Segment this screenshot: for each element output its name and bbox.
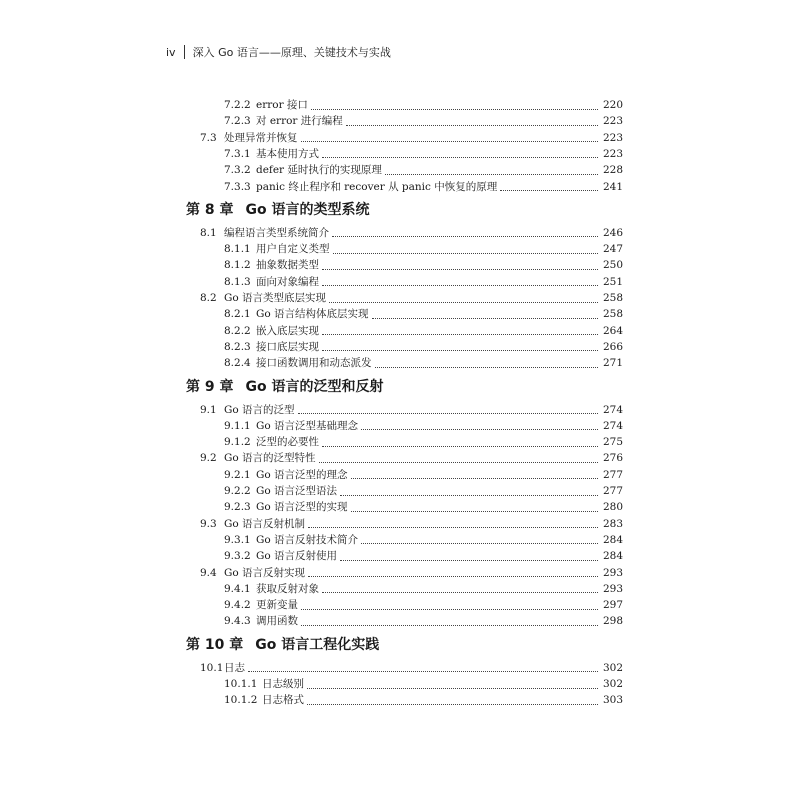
toc-subsection-entry[interactable]	[224, 339, 623, 355]
chapter-heading	[186, 635, 379, 655]
dot-leader	[298, 413, 598, 414]
entry-page-number: 241	[602, 180, 623, 193]
toc-section-entry[interactable]	[200, 290, 623, 306]
toc-subsection-entry[interactable]	[224, 581, 623, 597]
dot-leader	[372, 318, 598, 319]
header-book-title: 深入 Go 语言——原理、关键技术与实战	[192, 46, 391, 59]
entry-number: 8.2.1	[224, 308, 251, 321]
chapter-title: Go 语言的泛型和反射	[245, 378, 384, 395]
entry-page-number: 275	[602, 436, 623, 449]
dot-leader	[385, 174, 598, 175]
entry-number: 8.2.3	[224, 340, 251, 353]
dot-leader	[301, 141, 599, 142]
entry-number: 9.4.1	[224, 582, 251, 595]
dot-leader	[322, 269, 598, 270]
entry-title: 基本使用方式	[256, 147, 319, 160]
toc-subsection-entry[interactable]	[224, 113, 623, 129]
dot-leader	[322, 446, 598, 447]
chapter-heading	[186, 377, 383, 397]
toc-subsection-entry[interactable]	[224, 532, 623, 548]
toc-subsection-entry[interactable]	[224, 676, 623, 692]
entry-title: 对 error 进行编程	[256, 115, 343, 128]
entry-title: 接口函数调用和动态派发	[256, 357, 372, 370]
entry-number: 9.1.1	[224, 419, 251, 432]
entry-page-number: 303	[602, 694, 623, 707]
chapter-number: 第 8 章	[186, 201, 234, 218]
entry-number: 7.3.1	[224, 147, 251, 160]
dot-leader	[301, 625, 598, 626]
toc-section-entry[interactable]	[200, 450, 623, 466]
entry-title: panic 终止程序和 recover 从 panic 中恢复的原理	[256, 180, 498, 193]
entry-title: Go 语言反射技术简介	[256, 533, 359, 546]
entry-number: 9.4.2	[224, 599, 251, 612]
dot-leader	[322, 592, 598, 593]
entry-page-number: 266	[602, 340, 623, 353]
entry-number: 9.3.1	[224, 533, 251, 546]
entry-page-number: 277	[602, 485, 623, 497]
entry-title: 面向对象编程	[256, 275, 319, 288]
entry-title: Go 语言反射机制	[224, 517, 306, 530]
entry-title: 用户自定义类型	[256, 243, 330, 256]
toc-section-entry[interactable]	[200, 516, 623, 532]
chapter-heading	[186, 200, 369, 220]
entry-number: 9.1	[200, 403, 217, 416]
toc-subsection-entry[interactable]	[224, 257, 623, 273]
toc-subsection-entry[interactable]	[224, 418, 623, 434]
toc-subsection-entry[interactable]	[224, 548, 623, 564]
entry-page-number: 302	[602, 678, 623, 690]
toc-subsection-entry[interactable]	[224, 499, 623, 515]
entry-page-number: 298	[602, 615, 623, 628]
entry-page-number: 274	[602, 403, 623, 416]
toc-subsection-entry[interactable]	[224, 179, 623, 195]
toc-subsection-entry[interactable]	[224, 483, 623, 499]
entry-page-number: 293	[602, 582, 623, 595]
entry-title: 处理异常并恢复	[224, 131, 298, 144]
entry-number: 8.1.1	[224, 243, 251, 256]
entry-page-number: 297	[602, 599, 623, 612]
toc-section-entry[interactable]	[200, 565, 623, 581]
dot-leader	[248, 671, 598, 672]
entry-page-number: 271	[602, 357, 623, 370]
dot-leader	[301, 609, 598, 610]
entry-number: 7.3	[200, 131, 217, 144]
entry-number: 9.3.2	[224, 550, 251, 563]
entry-number: 9.2.3	[224, 501, 251, 514]
dot-leader	[340, 560, 598, 561]
entry-number: 7.3.3	[224, 180, 251, 193]
dot-leader	[307, 688, 598, 689]
entry-page-number: 223	[602, 115, 623, 128]
dot-leader	[307, 704, 598, 705]
entry-title: 编程语言类型系统简介	[224, 226, 329, 239]
running-header	[166, 44, 391, 60]
entry-page-number: 277	[602, 468, 623, 481]
toc-section-entry[interactable]	[200, 660, 623, 676]
dot-leader	[340, 495, 598, 496]
entry-title: Go 语言的泛型	[224, 403, 295, 416]
entry-number: 8.2	[200, 292, 217, 304]
toc-subsection-entry[interactable]	[224, 146, 623, 162]
entry-page-number: 274	[602, 419, 623, 432]
entry-page-number: 223	[602, 147, 623, 160]
entry-number: 9.2.1	[224, 468, 251, 481]
toc-subsection-entry[interactable]	[224, 241, 623, 257]
toc-subsection-entry[interactable]	[224, 434, 623, 450]
toc-subsection-entry[interactable]	[224, 692, 623, 708]
dot-leader	[329, 302, 598, 303]
entry-number: 9.2.2	[224, 485, 251, 497]
entry-page-number: 223	[602, 131, 623, 144]
toc-subsection-entry[interactable]	[224, 467, 623, 483]
entry-page-number: 251	[602, 275, 623, 288]
chapter-number: 第 10 章	[186, 636, 244, 653]
dot-leader	[311, 109, 598, 110]
entry-number: 10.1.2	[224, 694, 258, 707]
entry-title: 日志级别	[262, 678, 304, 690]
entry-title: Go 语言泛型语法	[256, 485, 338, 497]
entry-number: 7.2.2	[224, 99, 251, 111]
entry-page-number: 276	[602, 452, 623, 465]
entry-title: Go 语言反射实现	[224, 566, 306, 579]
toc-subsection-entry[interactable]	[224, 323, 623, 339]
header-divider	[184, 45, 185, 59]
entry-number: 7.3.2	[224, 164, 251, 177]
dot-leader	[333, 253, 599, 254]
entry-page-number: 246	[602, 226, 623, 239]
entry-page-number: 284	[602, 550, 623, 563]
toc-section-entry[interactable]	[200, 130, 623, 146]
entry-title: 泛型的必要性	[256, 436, 319, 449]
entry-number: 7.2.3	[224, 115, 251, 128]
chapter-title: Go 语言的类型系统	[245, 201, 370, 218]
entry-title: error 接口	[256, 99, 308, 111]
entry-page-number: 247	[602, 243, 623, 256]
entry-page-number: 228	[602, 164, 623, 177]
chapter-title: Go 语言工程化实践	[255, 636, 380, 653]
toc-section-entry[interactable]	[200, 225, 623, 241]
dot-leader	[500, 190, 598, 191]
dot-leader	[332, 236, 598, 237]
dot-leader	[319, 462, 598, 463]
entry-page-number: 293	[602, 566, 623, 579]
entry-number: 9.3	[200, 517, 217, 530]
entry-number: 8.2.4	[224, 357, 251, 370]
dot-leader	[322, 350, 598, 351]
entry-number: 9.1.2	[224, 436, 251, 449]
entry-title: Go 语言泛型的理念	[256, 468, 348, 481]
toc-subsection-entry[interactable]	[224, 597, 623, 613]
entry-title: 嵌入底层实现	[256, 324, 319, 337]
entry-title: 接口底层实现	[256, 340, 319, 353]
entry-number: 8.2.2	[224, 324, 251, 337]
dot-leader	[351, 478, 598, 479]
header-page-number: iv	[166, 45, 176, 59]
entry-number: 8.1	[200, 226, 217, 239]
entry-title: Go 语言类型底层实现	[224, 292, 327, 304]
entry-number: 9.2	[200, 452, 217, 465]
dot-leader	[308, 527, 598, 528]
entry-title: 更新变量	[256, 599, 298, 612]
toc-subsection-entry[interactable]	[224, 274, 623, 290]
entry-title: 日志	[224, 661, 245, 674]
entry-title: Go 语言泛型基础理念	[256, 419, 359, 432]
chapter-number: 第 9 章	[186, 378, 234, 395]
toc-subsection-entry[interactable]	[224, 162, 623, 178]
entry-title: defer 延时执行的实现原理	[256, 164, 382, 177]
entry-page-number: 283	[602, 517, 623, 530]
dot-leader	[361, 543, 598, 544]
dot-leader	[346, 125, 598, 126]
dot-leader	[361, 429, 598, 430]
entry-page-number: 280	[602, 501, 623, 514]
entry-title: 调用函数	[256, 615, 298, 628]
dot-leader	[351, 511, 598, 512]
entry-page-number: 250	[602, 259, 623, 272]
dot-leader	[322, 157, 598, 158]
dot-leader	[375, 367, 599, 368]
toc-subsection-entry[interactable]	[224, 97, 623, 113]
entry-title: 抽象数据类型	[256, 259, 319, 272]
entry-number: 8.1.2	[224, 259, 251, 272]
entry-number: 10.1.1	[224, 678, 258, 690]
entry-title: Go 语言结构体底层实现	[256, 308, 369, 321]
toc-subsection-entry[interactable]	[224, 355, 623, 371]
entry-title: Go 语言泛型的实现	[256, 501, 348, 514]
dot-leader	[322, 334, 598, 335]
dot-leader	[322, 285, 598, 286]
entry-page-number: 264	[602, 324, 623, 337]
entry-title: 获取反射对象	[256, 582, 319, 595]
toc-section-entry[interactable]	[200, 402, 623, 418]
entry-page-number: 220	[602, 99, 623, 111]
entry-title: Go 语言反射使用	[256, 550, 338, 563]
entry-number: 9.4.3	[224, 615, 251, 628]
entry-title: Go 语言的泛型特性	[224, 452, 316, 465]
dot-leader	[308, 576, 598, 577]
entry-number: 10.1	[200, 661, 224, 674]
toc-subsection-entry[interactable]	[224, 613, 623, 629]
entry-page-number: 258	[602, 308, 623, 321]
entry-page-number: 258	[602, 292, 623, 304]
entry-page-number: 284	[602, 533, 623, 546]
entry-number: 8.1.3	[224, 275, 251, 288]
toc-subsection-entry[interactable]	[224, 306, 623, 322]
entry-title: 日志格式	[262, 694, 304, 707]
entry-page-number: 302	[602, 661, 623, 674]
entry-number: 9.4	[200, 566, 217, 579]
